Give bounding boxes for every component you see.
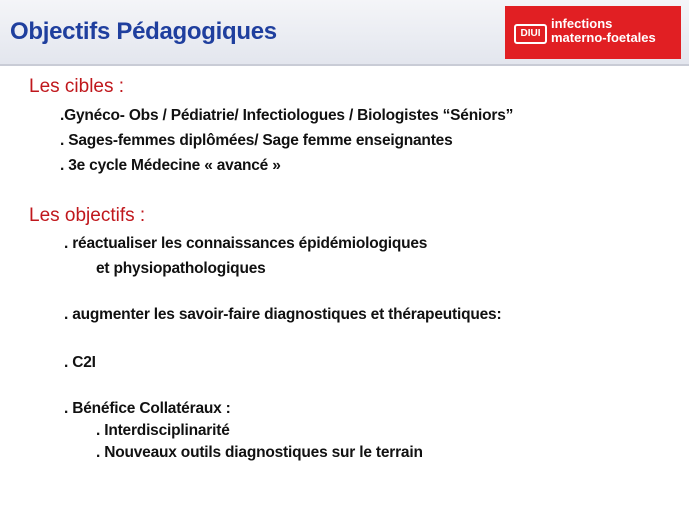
logo-badge: DIUI [514, 24, 547, 44]
objectifs-sub-item-2: . Nouveaux outils diagnostiques sur le terrain [96, 444, 423, 461]
objectifs-item-2: . augmenter les savoir-faire diagnostiques et thérapeutiques: [64, 306, 502, 323]
objectifs-sub-item-1: . Interdisciplinarité [96, 422, 230, 439]
page-title: Objectifs Pédagogiques [10, 18, 277, 45]
objectifs-heading: Les objectifs : [29, 205, 146, 226]
header-divider [0, 64, 689, 66]
diui-logo [505, 6, 681, 59]
objectifs-item-1-line-1: . réactualiser les connaissances épidémiologiques [64, 235, 428, 252]
logo-text [551, 17, 656, 45]
cibles-heading: Les cibles : [29, 76, 125, 97]
cibles-item-1: .Gynéco- Obs / Pédiatrie/ Infectiologues / Biologistes “Séniors” [60, 107, 514, 124]
logo-line-1: infections [551, 16, 613, 31]
cibles-item-3: . 3e cycle Médecine « avancé » [60, 157, 281, 174]
objectifs-item-1-line-2: et physiopathologiques [96, 260, 266, 277]
logo-line-2: materno-foetales [551, 30, 656, 45]
objectifs-item-3: . C2I [64, 354, 96, 371]
cibles-item-2: . Sages-femmes diplômées/ Sage femme enseignantes [60, 132, 453, 149]
objectifs-item-4: . Bénéfice Collatéraux : [64, 400, 231, 417]
